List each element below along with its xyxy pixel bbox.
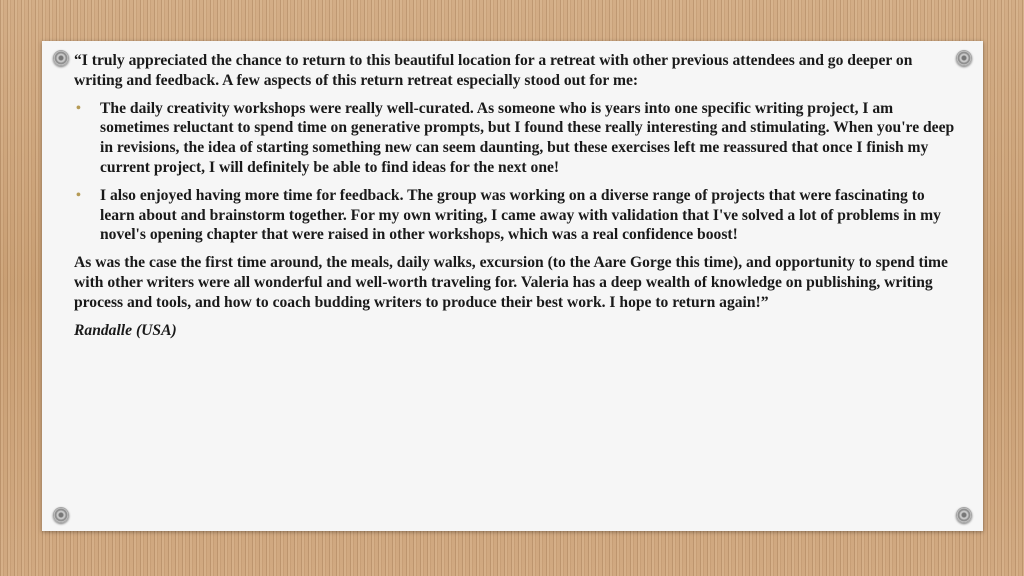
testimonial-card xyxy=(42,41,983,531)
testimonial-signature: Randalle (USA) xyxy=(74,321,177,339)
pin-icon xyxy=(956,507,972,523)
pin-icon xyxy=(53,50,69,66)
list-item xyxy=(74,186,959,245)
list-item xyxy=(74,99,959,178)
testimonial-content xyxy=(74,51,959,340)
testimonial-outro: As was the case the first time around, the meals, daily walks, excursion (to the Aare Gorge this time), and opportunity to spend time with other writers were all wonderful and well-worth traveling for. Valeria has a deep wealth of knowledge on publishing, writing process and tools, and how to coach budding writers to produce their best work. I hope to return again!” xyxy=(74,254,948,311)
pin-icon xyxy=(53,507,69,523)
bullet-list xyxy=(74,99,959,246)
bullet-icon: • xyxy=(76,100,81,116)
bullet-text: The daily creativity workshops were really well-curated. As someone who is years into one specific writing project, I am sometimes reluctant to spend time on generative prompts, but I found these really interesting and stimulating. When you're deep in revisions, the idea of starting something new can seem daunting, but these exercises left me reassured that once I finish my current project, I will definitely be able to find ideas for the next one! xyxy=(100,99,955,176)
testimonial-intro: “I truly appreciated the chance to return to this beautiful location for a retreat with other previous attendees and go deeper on writing and feedback. A few aspects of this return retreat especially stood out for me: xyxy=(74,52,913,89)
bullet-text: I also enjoyed having more time for feedback. The group was working on a diverse range of projects that were fascinating to learn about and brainstorm together. For my own writing, I came away with validation that I've solved a lot of problems in my novel's opening chapter that were raised in other workshops, which was a real confidence boost! xyxy=(100,186,941,244)
bullet-icon: • xyxy=(76,187,81,203)
